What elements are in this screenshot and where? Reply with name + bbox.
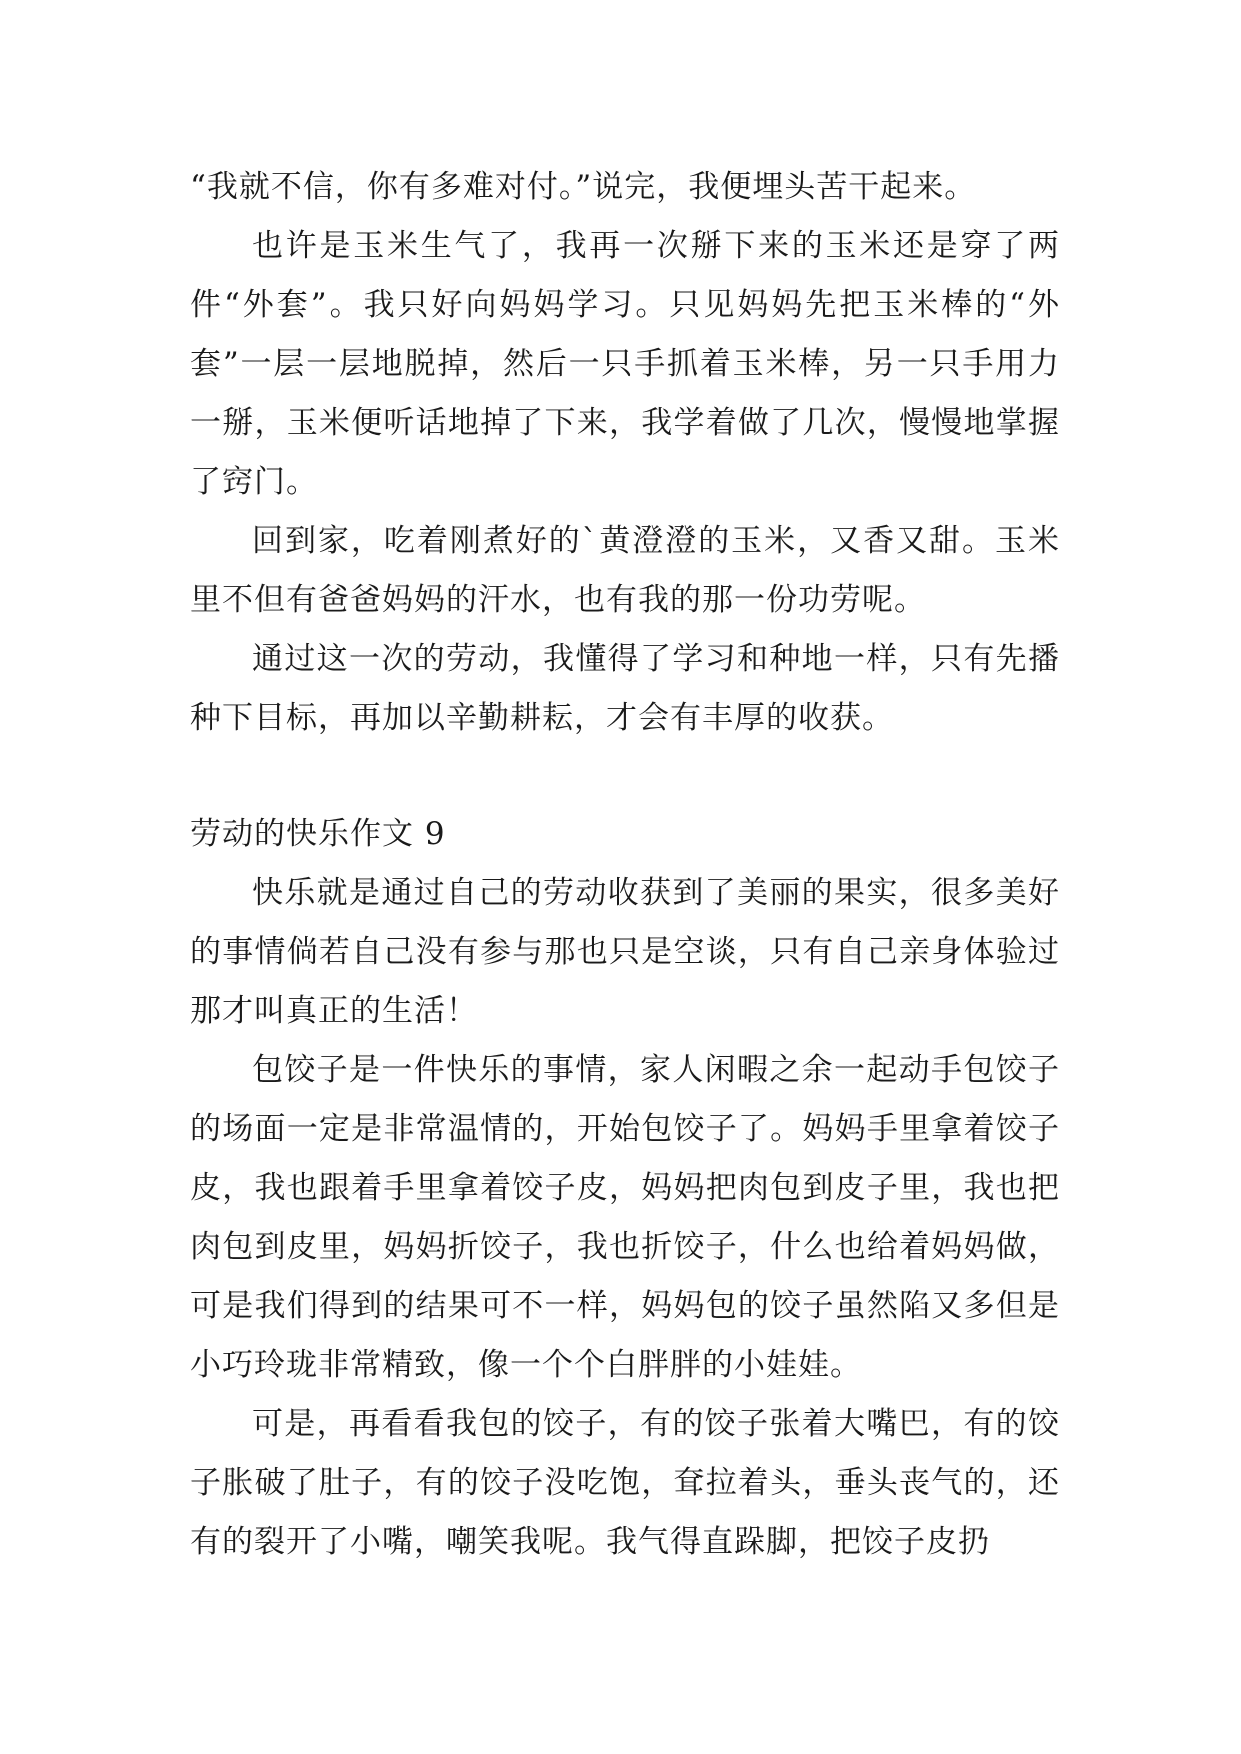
paragraph-2: 也许是玉米生气了，我再一次掰下来的玉米还是穿了两件“外套”。我只好向妈妈学习。只见妈妈先把玉米棒的“外套”一层一层地脱掉，然后一只手抓着玉米棒，另一只手用力一掰，玉米便听话地掉了下来，我学着做了几次，慢慢地掌握了窍门。 (190, 228, 1060, 500)
paragraph-6: 包饺子是一件快乐的事情，家人闲暇之余一起动手包饺子的场面一定是非常温情的，开始包饺子了。妈妈手里拿着饺子皮，我也跟着手里拿着饺子皮，妈妈把肉包到皮子里，我也把肉包到皮里，妈妈折饺子，我也折饺子，什么也给着妈妈做，可是我们得到的结果可不一样，妈妈包的饺子虽然陷又多但是小巧玲珑非常精致，像一个个白胖胖的小娃娃。 (190, 1052, 1060, 1383)
section-title: 劳动的快乐作文 9 (190, 816, 446, 852)
paragraph-3: 回到家，吃着刚煮好的`黄澄澄的玉米，又香又甜。玉米里不但有爸爸妈妈的汗水，也有我的那一份功劳呢。 (190, 523, 1060, 618)
paragraph-4: 通过这一次的劳动，我懂得了学习和种地一样，只有先播种下目标，再加以辛勤耕耘，才会有丰厚的收获。 (190, 641, 1060, 736)
paragraph-7: 可是，再看看我包的饺子，有的饺子张着大嘴巴，有的饺子胀破了肚子，有的饺子没吃饱，耷拉着头，垂头丧气的，还有的裂开了小嘴，嘲笑我呢。我气得直跺脚，把饺子皮扔 (190, 1406, 1060, 1560)
document-body (190, 158, 1060, 1572)
paragraph-1: “我就不信，你有多难对付。”说完，我便埋头苦干起来。 (190, 169, 977, 205)
paragraph-5: 快乐就是通过自己的劳动收获到了美丽的果实，很多美好的事情倘若自己没有参与那也只是空谈，只有自己亲身体验过那才叫真正的生活！ (190, 875, 1060, 1029)
